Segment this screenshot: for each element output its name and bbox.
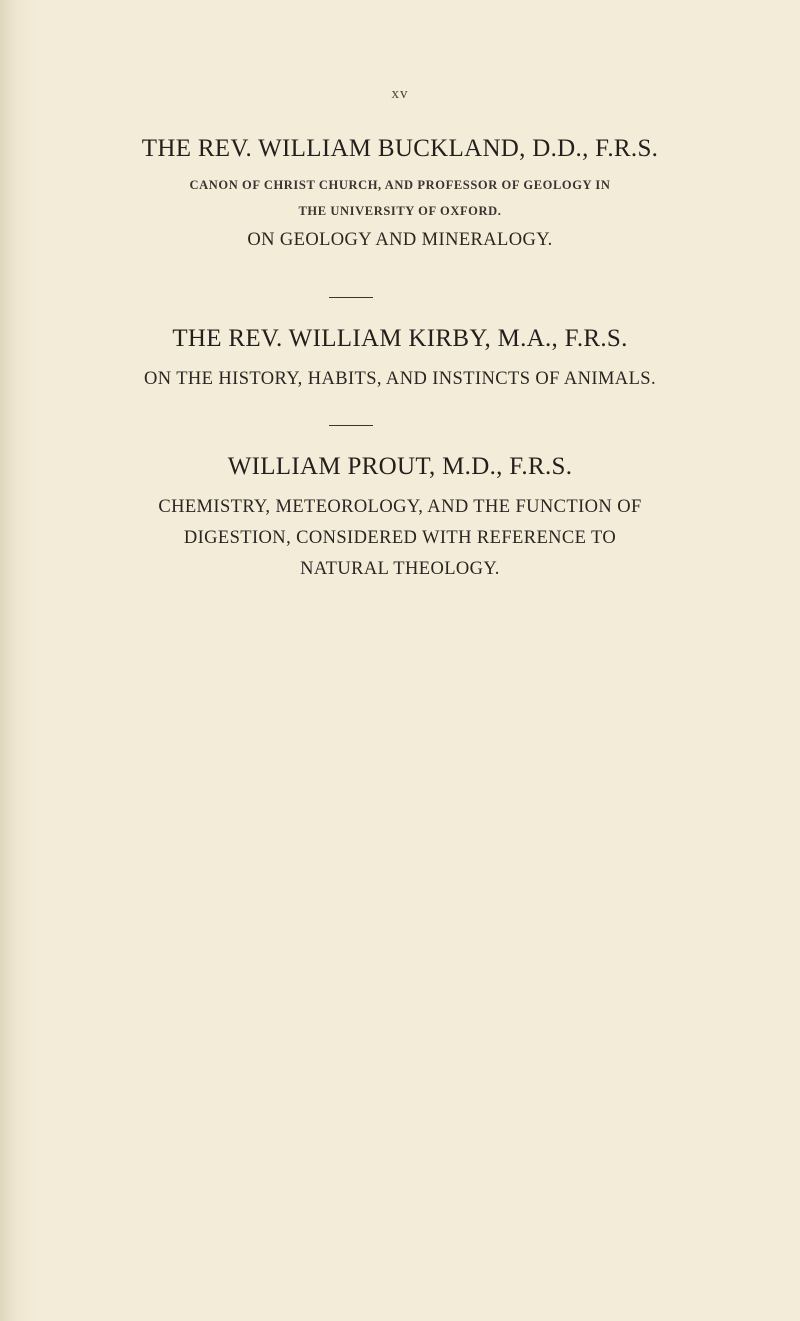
treatise-topic-line-2: DIGESTION, CONSIDERED WITH REFERENCE TO	[183, 528, 617, 548]
author-description-line-1: CANON OF CHRIST CHURCH, AND PROFESSOR OF GEOLOGY IN	[189, 178, 611, 192]
treatise-topic-line-3: NATURAL THEOLOGY.	[300, 559, 500, 579]
page-number: xv	[391, 86, 409, 102]
author-heading-kirby: THE REV. WILLIAM KIRBY, M.A., F.R.S.	[172, 325, 628, 352]
author-heading-buckland: THE REV. WILLIAM BUCKLAND, D.D., F.R.S.	[141, 135, 659, 162]
treatise-topic-line-1: CHEMISTRY, METEOROLOGY, AND THE FUNCTION OF	[158, 497, 642, 517]
treatise-topic-animals: ON THE HISTORY, HABITS, AND INSTINCTS OF ANIMALS.	[144, 369, 656, 389]
section-divider	[329, 425, 373, 426]
author-description-line-2: THE UNIVERSITY OF OXFORD.	[298, 204, 502, 218]
author-heading-prout: WILLIAM PROUT, M.D., F.R.S.	[227, 453, 573, 480]
section-divider	[329, 297, 373, 298]
treatise-topic-geology: ON GEOLOGY AND MINERALOGY.	[247, 230, 553, 250]
